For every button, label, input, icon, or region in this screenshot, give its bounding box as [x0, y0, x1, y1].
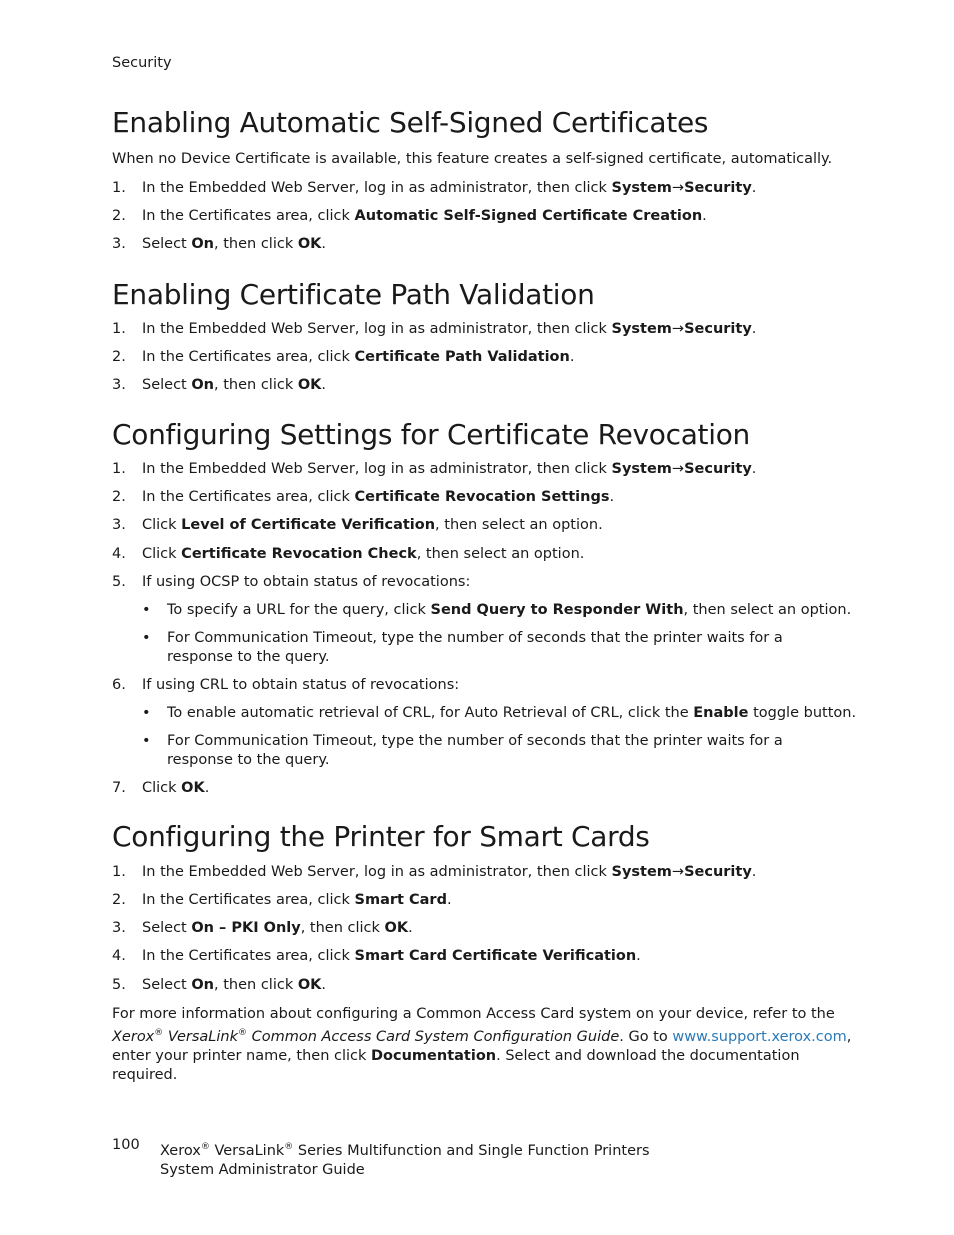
page-number: 100 [112, 1137, 140, 1153]
support-link[interactable]: www.support.xerox.com [672, 1028, 847, 1045]
step-text: In the Certificates area, click Certificate Revocation Settings. [142, 489, 615, 505]
step-number: 2. [112, 892, 126, 908]
step-text: Click OK. [142, 780, 210, 796]
step-text: In the Certificates area, click Smart Card. [142, 892, 452, 908]
section-title-self-signed: Enabling Automatic Self-Signed Certificates [112, 106, 709, 139]
step-text: In the Certificates area, click Certificate Path Validation. [142, 349, 575, 365]
step-text: Select On, then click OK. [142, 377, 326, 393]
step-text: In the Embedded Web Server, log in as administrator, then click System→Security. [142, 180, 757, 196]
section-title-smart-cards: Configuring the Printer for Smart Cards [112, 820, 650, 853]
step-number: 5. [112, 574, 126, 590]
step-text: In the Certificates area, click Automatic Self-Signed Certificate Creation. [142, 208, 707, 224]
bullet-icon: • [142, 630, 151, 646]
step-text: In the Embedded Web Server, log in as administrator, then click System→Security. [142, 321, 757, 337]
running-header: Security [112, 55, 172, 71]
step-text: Select On – PKI Only, then click OK. [142, 920, 413, 936]
step-number: 4. [112, 546, 126, 562]
step-text: In the Embedded Web Server, log in as administrator, then click System→Security. [142, 461, 757, 477]
step-number: 5. [112, 977, 126, 993]
footer-title: Xerox® VersaLink® Series Multifunction and Single Function Printers System Administrator Guide [160, 1142, 650, 1178]
step-number: 1. [112, 321, 126, 337]
step-number: 1. [112, 461, 126, 477]
step-text: Click Level of Certificate Verification, then select an option. [142, 517, 603, 533]
step-text: Select On, then click OK. [142, 977, 326, 993]
step-number: 3. [112, 920, 126, 936]
section-intro: When no Device Certificate is available, this feature creates a self-signed certificate, automatically. [112, 151, 833, 167]
bullet-icon: • [142, 705, 151, 721]
section-title-revocation: Configuring Settings for Certificate Revocation [112, 418, 750, 451]
section-title-path-validation: Enabling Certificate Path Validation [112, 278, 595, 311]
closing-paragraph: For more information about configuring a Common Access Card system on your device, refer to the Xerox® VersaLink® Common Access Card System Configuration Guide. Go to www.support.xerox.com, enter your printer name, then click Documentation. Select and download the documentation required. [112, 1006, 852, 1083]
step-number: 4. [112, 948, 126, 964]
step-text: If using OCSP to obtain status of revocations: [142, 574, 471, 590]
step-text: Click Certificate Revocation Check, then select an option. [142, 546, 585, 562]
step-number: 2. [112, 349, 126, 365]
step-number: 3. [112, 377, 126, 393]
bullet-text: For Communication Timeout, type the number of seconds that the printer waits for a response to the query. [167, 630, 783, 665]
bullet-text: To specify a URL for the query, click Send Query to Responder With, then select an option. [167, 602, 852, 618]
step-text: In the Embedded Web Server, log in as administrator, then click System→Security. [142, 864, 757, 880]
step-number: 1. [112, 864, 126, 880]
step-text: Select On, then click OK. [142, 236, 326, 252]
bullet-icon: • [142, 602, 151, 618]
step-number: 3. [112, 517, 126, 533]
bullet-text: For Communication Timeout, type the number of seconds that the printer waits for a response to the query. [167, 733, 783, 768]
step-number: 3. [112, 236, 126, 252]
step-text: In the Certificates area, click Smart Card Certificate Verification. [142, 948, 641, 964]
step-number: 1. [112, 180, 126, 196]
step-text: If using CRL to obtain status of revocations: [142, 677, 460, 693]
bullet-icon: • [142, 733, 151, 749]
step-number: 7. [112, 780, 126, 796]
step-number: 2. [112, 208, 126, 224]
step-number: 2. [112, 489, 126, 505]
step-number: 6. [112, 677, 126, 693]
bullet-text: To enable automatic retrieval of CRL, for Auto Retrieval of CRL, click the Enable toggle button. [167, 705, 857, 721]
